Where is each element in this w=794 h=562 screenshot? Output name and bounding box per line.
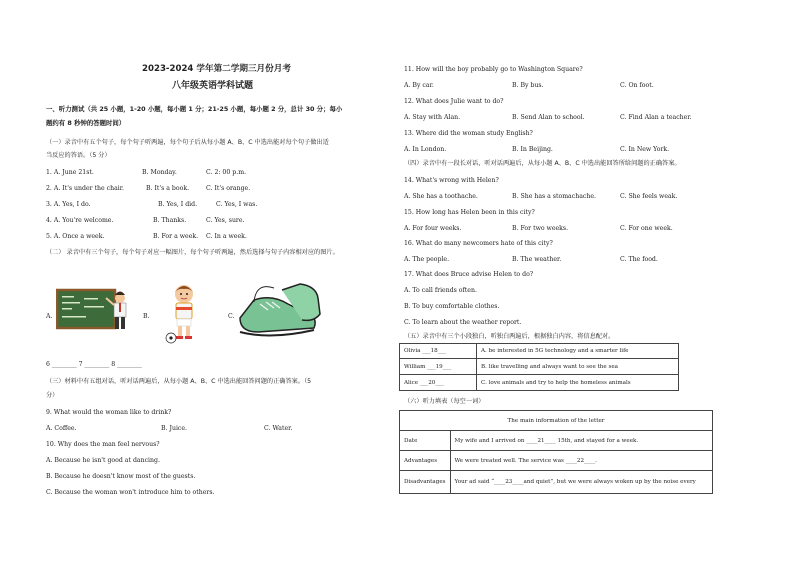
part1-instruction-line2: 当反应的答语。（5 分）	[46, 152, 111, 159]
q3-option-c: C. Yes, I was.	[216, 201, 258, 208]
q9-question: 9. What would the woman like to drink?	[46, 409, 172, 416]
q15-question: 15. How long has Helen been in this city?	[404, 209, 535, 216]
letter-row-text: Your ad said “____23____and quiet”, but we were always woken up by the noise every	[450, 471, 712, 494]
matching-row	[400, 359, 679, 375]
matching-row	[400, 344, 679, 359]
q4-option-c: C. Yes, sure.	[206, 217, 245, 224]
letter-row-text: My wife and I arrived on ____21____ 15th, and stayed for a week.	[450, 431, 712, 451]
part3-instruction-line1: （三）材料中有五组对话，听对话两遍后，从每小题 A、B、C 中选出能回答问题的正确答案。（5	[46, 378, 312, 385]
matching-table	[399, 343, 679, 391]
q1-option-b: B. Monday.	[142, 169, 177, 176]
table-row	[400, 431, 713, 451]
q1-option-a: 1. A. June 21st.	[46, 169, 94, 176]
matching-option: C. love animals and try to help the homeless animals	[477, 375, 679, 391]
part1-instruction-line1: （一）录音中有五个句子，每个句子听两遍，每个句子后从每小题 A、B、C 中选出能对每个句子做出适	[46, 139, 329, 146]
section1-heading-line2: 题约有 8 秒钟的答题时间）	[46, 119, 126, 127]
q17-option-c: C. To learn about the weather report.	[404, 319, 522, 326]
picture-c-label: C.	[228, 313, 235, 320]
q13-option-c: C. In New York.	[620, 146, 670, 153]
matching-option: B. like travelling and always want to see the sea	[477, 359, 679, 375]
q14-option-c: C. She feels weak.	[620, 193, 678, 200]
q13-option-b: B. In Beijing.	[512, 146, 553, 153]
q9-option-c: C. Water.	[264, 425, 293, 432]
q16-option-b: B. The weather.	[512, 256, 562, 263]
q14-question: 14. What's wrong with Helen?	[404, 177, 499, 184]
q15-option-b: B. For two weeks.	[512, 225, 569, 232]
q2-option-a: 2. A. It's under the chair.	[46, 185, 125, 192]
matching-name: William ___19___	[400, 359, 477, 375]
green-sneakers-picture	[234, 278, 324, 350]
q13-option-a: A. In London.	[404, 146, 447, 153]
q3-option-b: B. Yes, I did.	[158, 201, 198, 208]
q10-option-c: C. Because the woman won't introduce him to others.	[46, 489, 215, 496]
q11-option-c: C. On foot.	[620, 82, 654, 89]
matching-option: A. be interested in 5G technology and a smarter life	[477, 344, 679, 359]
q3-option-a: 3. A. Yes, I do.	[46, 201, 91, 208]
q10-question: 10. Why does the man feel nervous?	[46, 441, 160, 448]
q9-option-a: A. Coffee.	[46, 425, 77, 432]
letter-row-label: Advantages	[400, 451, 451, 471]
letter-table-title: The main information of the letter	[400, 411, 713, 431]
letter-row-label: Disadvantages	[400, 471, 451, 494]
matching-name: Olivia ___18___	[400, 344, 477, 359]
q17-option-b: B. To buy comfortable clothes.	[404, 303, 500, 310]
letter-info-table	[399, 410, 713, 494]
letter-title-row	[400, 411, 713, 431]
q16-question: 16. What do many newcomers hate of this city?	[404, 240, 553, 247]
q11-option-a: A. By car.	[404, 82, 434, 89]
part2-instruction: （二） 录音中有三个句子，每个句子对应一幅图片，每个句子听两遍，然后选择与句子内容相对应的图片。	[46, 249, 339, 256]
q12-option-c: C. Find Alan a teacher.	[620, 114, 692, 121]
q5-option-c: C. In a week.	[206, 233, 247, 240]
q15-option-c: C. For one week.	[620, 225, 673, 232]
q17-question: 17. What does Bruce advise Helen to do?	[404, 271, 534, 278]
q17-option-a: A. To call friends often.	[404, 287, 477, 294]
part5-instruction: （五）录音中有三个小段独白，听独白两遍后，根据独白内容，将信息配对。	[404, 333, 615, 340]
picture-answer-blanks: 6 ________ 7 ________ 8 ________	[46, 361, 142, 368]
letter-row-label: Date	[400, 431, 451, 451]
q9-option-b: B. Juice.	[161, 425, 188, 432]
q4-option-a: 4. A. You're welcome.	[46, 217, 114, 224]
table-row	[400, 471, 713, 494]
q5-option-a: 5. A. Once a week.	[46, 233, 105, 240]
q12-option-b: B. Send Alan to school.	[512, 114, 585, 121]
q4-option-b: B. Thanks.	[153, 217, 187, 224]
q10-option-a: A. Because he isn't good at dancing.	[46, 457, 160, 464]
q10-option-b: B. Because he doesn't know most of the guests.	[46, 473, 196, 480]
q1-option-c: C. 2: 00 p.m.	[206, 169, 247, 176]
part3-instruction-line2: 分）	[46, 392, 59, 399]
part6-instruction: （六）听力填表（每空一词）	[404, 398, 485, 405]
exam-subtitle: 八年级英语学科试题	[172, 81, 254, 91]
letter-row-text: We were treated well. The service was ____22____.	[450, 451, 712, 471]
matching-row	[400, 375, 679, 391]
matching-name: Alice ___20___	[400, 375, 477, 391]
q16-option-a: A. The people.	[404, 256, 450, 263]
part4-instruction: （四）录音中有一段长对话，听对话两遍后，从每小题 A、B、C 中选出能回答所给问题的正确答案。	[404, 160, 681, 167]
exam-title: 2023-2024 学年第二学期三月份月考	[142, 64, 291, 74]
q11-question: 11. How will the boy probably go to Washington Square?	[404, 66, 583, 73]
q12-question: 12. What does Julie want to do?	[404, 98, 504, 105]
q13-question: 13. Where did the woman study English?	[404, 130, 533, 137]
section1-heading-line1: 一、听力测试（共 25 小题，1-20 小题，每小题 1 分；21-25 小题，每小题 2 分，总计 30 分；每小	[46, 105, 343, 113]
picture-b-label: B.	[143, 313, 150, 320]
teacher-blackboard-picture	[56, 286, 134, 332]
q2-option-b: B. It's a book.	[146, 185, 190, 192]
q15-option-a: A. For four weeks.	[404, 225, 462, 232]
q11-option-b: B. By bus.	[512, 82, 544, 89]
q12-option-a: A. Stay with Alan.	[404, 114, 461, 121]
table-row	[400, 451, 713, 471]
q2-option-c: C. It's orange.	[206, 185, 251, 192]
q14-option-a: A. She has a toothache.	[404, 193, 478, 200]
picture-a-label: A.	[46, 313, 53, 320]
boy-soccer-picture	[164, 282, 204, 344]
q14-option-b: B. She has a stomachache.	[512, 193, 596, 200]
q5-option-b: B. For a week.	[153, 233, 199, 240]
q16-option-c: C. The food.	[620, 256, 658, 263]
